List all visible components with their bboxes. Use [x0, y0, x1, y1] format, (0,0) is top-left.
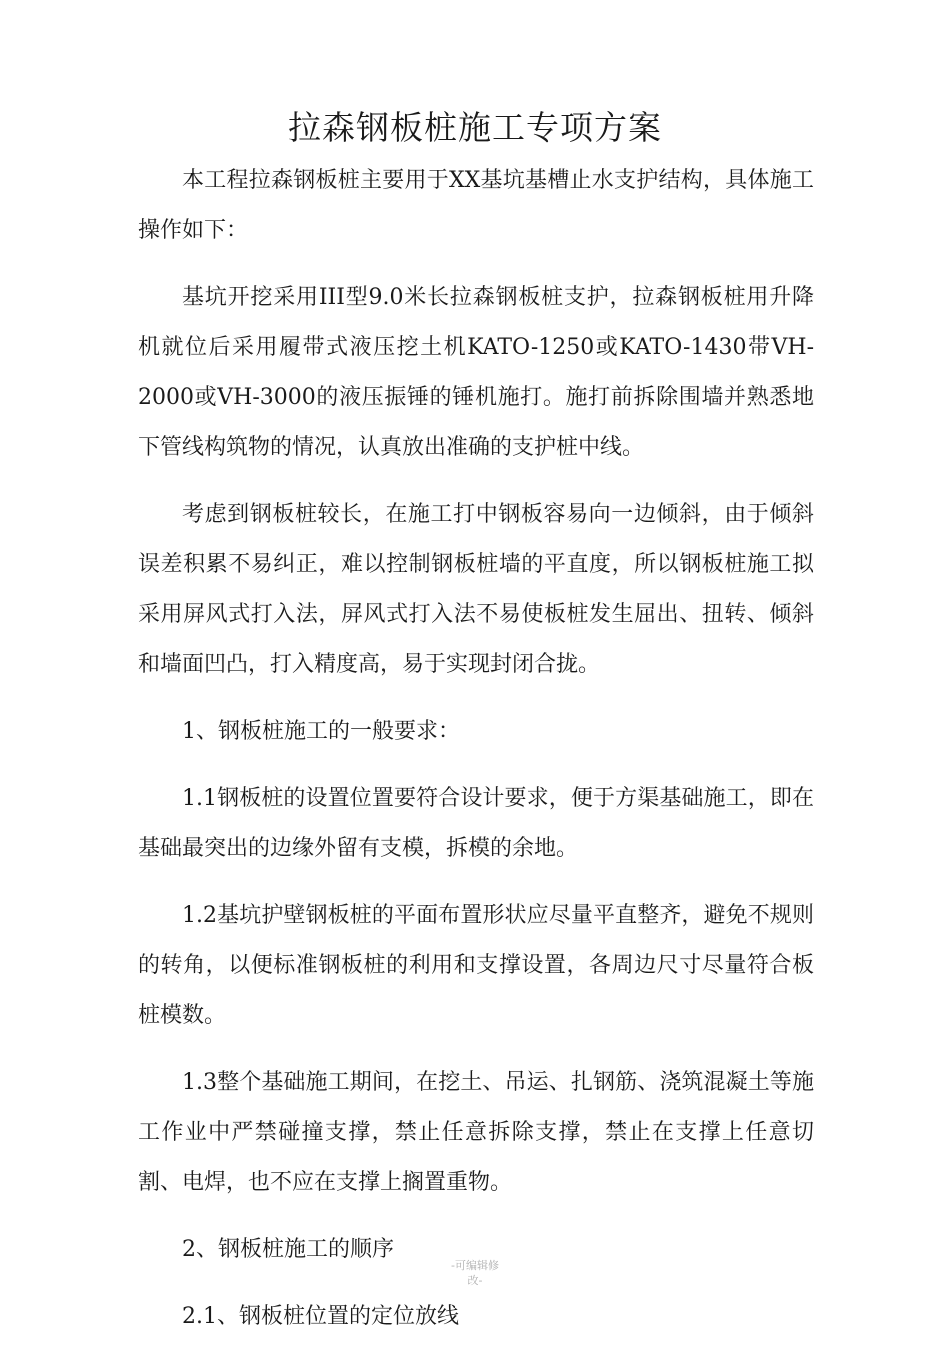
footer-line-2: 改- — [467, 1274, 483, 1287]
page-footer-watermark — [430, 1258, 520, 1288]
section-heading-2: 2、钢板桩施工的顺序 — [182, 1237, 394, 1262]
paragraph-intro: 本工程拉森钢板桩主要用于XX基坑基槽止水支护结构，具体施工操作如下： — [138, 168, 814, 243]
subsection-heading-2-1: 2.1、钢板桩位置的定位放线 — [182, 1304, 459, 1329]
paragraph-1-2: 1.2基坑护壁钢板桩的平面布置形状应尽量平直整齐，避免不规则的转角，以便标准钢板桩的利用和支撑设置，各周边尺寸尽量符合板桩模数。 — [138, 903, 814, 1028]
footer-line-1: -可编辑修 — [451, 1259, 499, 1272]
paragraph-1-3: 1.3整个基础施工期间，在挖土、吊运、扎钢筋、浇筑混凝土等施工作业中严禁碰撞支撑，禁止任意拆除支撑，禁止在支撑上任意切割、电焊，也不应在支撑上搁置重物。 — [138, 1070, 814, 1195]
document-title: 拉森钢板桩施工专项方案 — [288, 108, 662, 147]
document-body — [138, 156, 814, 1359]
section-heading-1: 1、钢板桩施工的一般要求： — [182, 719, 460, 744]
paragraph-method: 考虑到钢板桩较长，在施工打中钢板容易向一边倾斜，由于倾斜误差积累不易纠正，难以控制钢板桩墙的平直度，所以钢板桩施工拟采用屏风式打入法，屏风式打入法不易使板桩发生屈出、扭转、倾斜和墙面凹凸，打入精度高，易于实现封闭合拢。 — [138, 502, 814, 677]
paragraph-1-1: 1.1钢板桩的设置位置要符合设计要求，便于方渠基础施工，即在基础最突出的边缘外留有支模，拆模的余地。 — [138, 786, 814, 861]
paragraph-excavation: 基坑开挖采用III型9.0米长拉森钢板桩支护，拉森钢板桩用升降机就位后采用履带式液压挖土机KATO-1250或KATO-1430带VH-2000或VH-3000的液压振锤的锤机施打。施打前拆除围墙并熟悉地下管线构筑物的情况，认真放出准确的支护桩中线。 — [138, 285, 814, 460]
